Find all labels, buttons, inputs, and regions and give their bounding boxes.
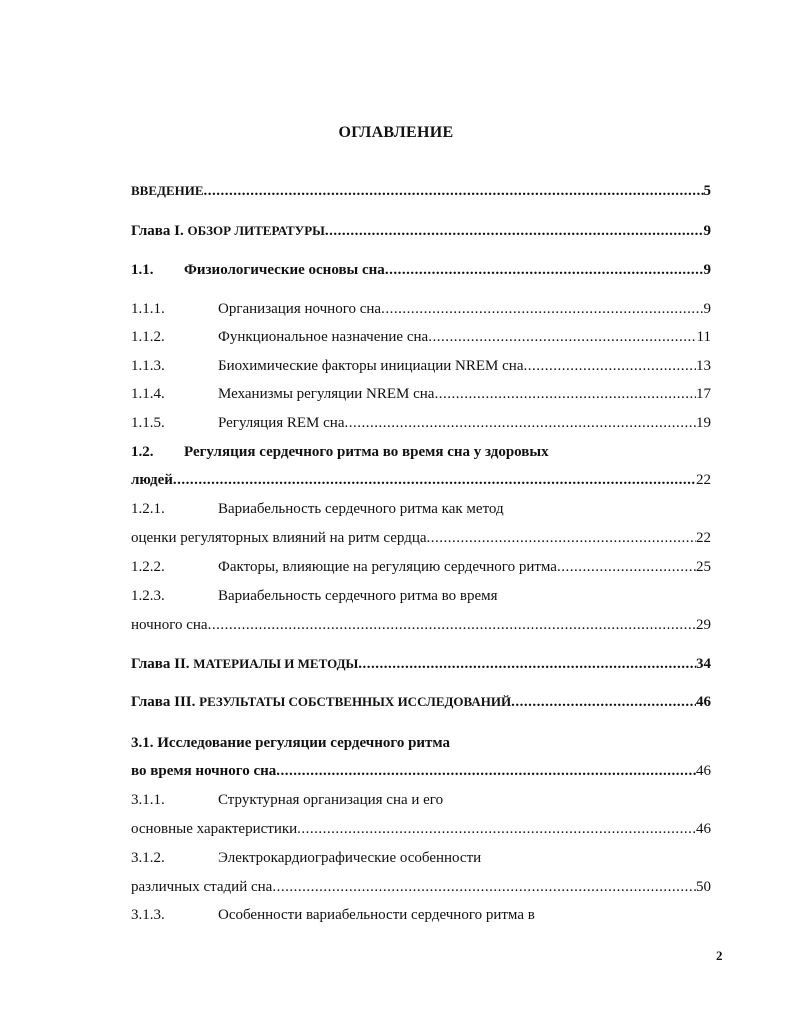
leader-dots <box>358 654 696 674</box>
toc-page-number: 46 <box>696 694 711 710</box>
toc-page-number: 34 <box>696 656 711 672</box>
section-number: 1.1.3. <box>131 358 165 374</box>
toc-entry-label: Физиологические основы сна <box>184 262 385 278</box>
toc-entry-label: Биохимические факторы инициации NREM сна <box>218 358 524 374</box>
leader-dots <box>427 528 696 548</box>
toc-entry-label: ВВЕДЕНИЕ <box>131 183 204 198</box>
toc-page-number: 50 <box>696 879 711 895</box>
toc-page-number: 13 <box>696 358 711 374</box>
toc-page-number: 46 <box>696 763 711 779</box>
toc-entry-1-1-5[interactable] <box>131 413 711 433</box>
toc-entry-chapter-1[interactable] <box>131 221 711 241</box>
toc-page-number: 9 <box>703 223 711 239</box>
leader-dots <box>344 413 696 433</box>
toc-entry-label: Факторы, влияющие на регуляцию сердечного ритма <box>218 559 557 575</box>
section-number: 1.2.1. <box>131 501 165 517</box>
leader-dots <box>434 384 696 404</box>
toc-entry-1-1[interactable] <box>131 260 711 280</box>
page-title: ОГЛАВЛЕНИЕ <box>338 124 454 141</box>
toc-entry-1-2-cont[interactable] <box>131 470 711 490</box>
section-number: 1.1.2. <box>131 329 165 345</box>
leader-dots <box>297 819 696 839</box>
section-number: 1.1.5. <box>131 415 165 431</box>
section-number: 1.2. <box>131 444 154 460</box>
toc-entry-label: Функциональное назначение сна <box>218 329 429 345</box>
toc-entry-3-1-cont[interactable] <box>131 761 711 781</box>
leader-dots <box>381 299 703 319</box>
toc-entry-3-1-3[interactable] <box>131 905 711 925</box>
toc-entry-3-1-1[interactable] <box>131 790 711 810</box>
toc-entry-label: ОБЗОР ЛИТЕРАТУРЫ <box>187 223 325 238</box>
toc-page-number: 17 <box>696 386 711 402</box>
toc-entry-1-2-3[interactable] <box>131 586 711 606</box>
section-number: 1.2.3. <box>131 588 165 604</box>
toc-entry-label: Электрокардиографические особенности <box>218 850 482 866</box>
toc-entry-3-1-2[interactable] <box>131 848 711 868</box>
toc-entry-1-2-1-cont[interactable] <box>131 528 711 548</box>
toc-entry-label: 3.1. Исследование регуляции сердечного ритма <box>131 735 451 751</box>
page-number: 2 <box>716 948 723 963</box>
toc-entry-3-1[interactable] <box>131 733 711 753</box>
toc-entry-label: Структурная организация сна и его <box>218 792 444 808</box>
chapter-prefix: Глава III. <box>131 694 196 710</box>
toc-page-number: 29 <box>696 617 711 633</box>
section-number: 1.1.1. <box>131 301 165 317</box>
section-number: 1.2.2. <box>131 559 165 575</box>
leader-dots <box>428 327 696 347</box>
toc-entry-label: Регуляция сердечного ритма во время сна у здоровых <box>184 444 549 460</box>
toc-page-number: 5 <box>703 183 711 199</box>
toc-page-number: 11 <box>696 329 711 345</box>
toc-page-number: 9 <box>703 262 711 278</box>
section-number: 1.1. <box>131 262 154 278</box>
toc-entry-label: РЕЗУЛЬТАТЫ СОБСТВЕННЫХ ИССЛЕДОВАНИЙ <box>199 694 512 709</box>
toc-entry-1-2-2[interactable] <box>131 557 711 577</box>
toc-entry-1-2-3-cont[interactable] <box>131 615 711 635</box>
toc-entry-label-cont: оценки регуляторных влияний на ритм сердца <box>131 530 427 546</box>
toc-page-number: 22 <box>696 530 711 546</box>
toc-entry-label-cont: во время ночного сна <box>131 763 277 779</box>
toc-entry-label-cont: ночного сна <box>131 617 208 633</box>
toc-page-number: 22 <box>696 472 711 488</box>
toc-entry-1-2-1[interactable] <box>131 499 711 519</box>
chapter-prefix: Глава II. <box>131 656 190 672</box>
leader-dots <box>173 470 696 490</box>
leader-dots <box>523 356 696 376</box>
leader-dots <box>272 877 696 897</box>
section-number: 3.1.1. <box>131 792 165 808</box>
toc-entry-label: Особенности вариабельности сердечного ритма в <box>218 907 535 923</box>
toc-entry-1-1-2[interactable] <box>131 327 711 347</box>
leader-dots <box>204 181 704 201</box>
toc-entry-label: МАТЕРИАЛЫ И МЕТОДЫ <box>193 656 359 671</box>
section-number: 1.1.4. <box>131 386 165 402</box>
toc-entry-label: Механизмы регуляции NREM сна <box>218 386 435 402</box>
section-number: 3.1.2. <box>131 850 165 866</box>
toc-entry-1-1-4[interactable] <box>131 384 711 404</box>
toc-entry-label-cont: основные характеристики <box>131 821 298 837</box>
toc-entry-label: Вариабельность сердечного ритма как метод <box>218 501 504 517</box>
leader-dots <box>385 260 704 280</box>
toc-entry-3-1-1-cont[interactable] <box>131 819 711 839</box>
leader-dots <box>276 761 696 781</box>
toc-page-number: 46 <box>696 821 711 837</box>
toc-entry-label-cont: различных стадий сна <box>131 879 273 895</box>
leader-dots <box>557 557 696 577</box>
toc-entry-chapter-3[interactable] <box>131 692 711 712</box>
leader-dots <box>511 692 696 712</box>
chapter-prefix: Глава I. <box>131 223 184 239</box>
leader-dots <box>325 221 704 241</box>
toc-entry-3-1-2-cont[interactable] <box>131 877 711 897</box>
toc-entry-intro[interactable] <box>131 181 711 201</box>
toc-entry-1-1-3[interactable] <box>131 356 711 376</box>
toc-page-number: 19 <box>696 415 711 431</box>
toc-entry-label: Организация ночного сна <box>218 301 382 317</box>
leader-dots <box>208 615 696 635</box>
toc-entry-1-1-1[interactable] <box>131 299 711 319</box>
toc-entry-label: Регуляция REM сна <box>218 415 345 431</box>
toc-entry-label-cont: людей <box>131 472 173 488</box>
toc-page-number: 9 <box>703 301 711 317</box>
toc-entry-chapter-2[interactable] <box>131 654 711 674</box>
toc-entry-1-2[interactable] <box>131 442 711 462</box>
toc-entry-label: Вариабельность сердечного ритма во время <box>218 588 498 604</box>
toc-page-number: 25 <box>696 559 711 575</box>
section-number: 3.1.3. <box>131 907 165 923</box>
